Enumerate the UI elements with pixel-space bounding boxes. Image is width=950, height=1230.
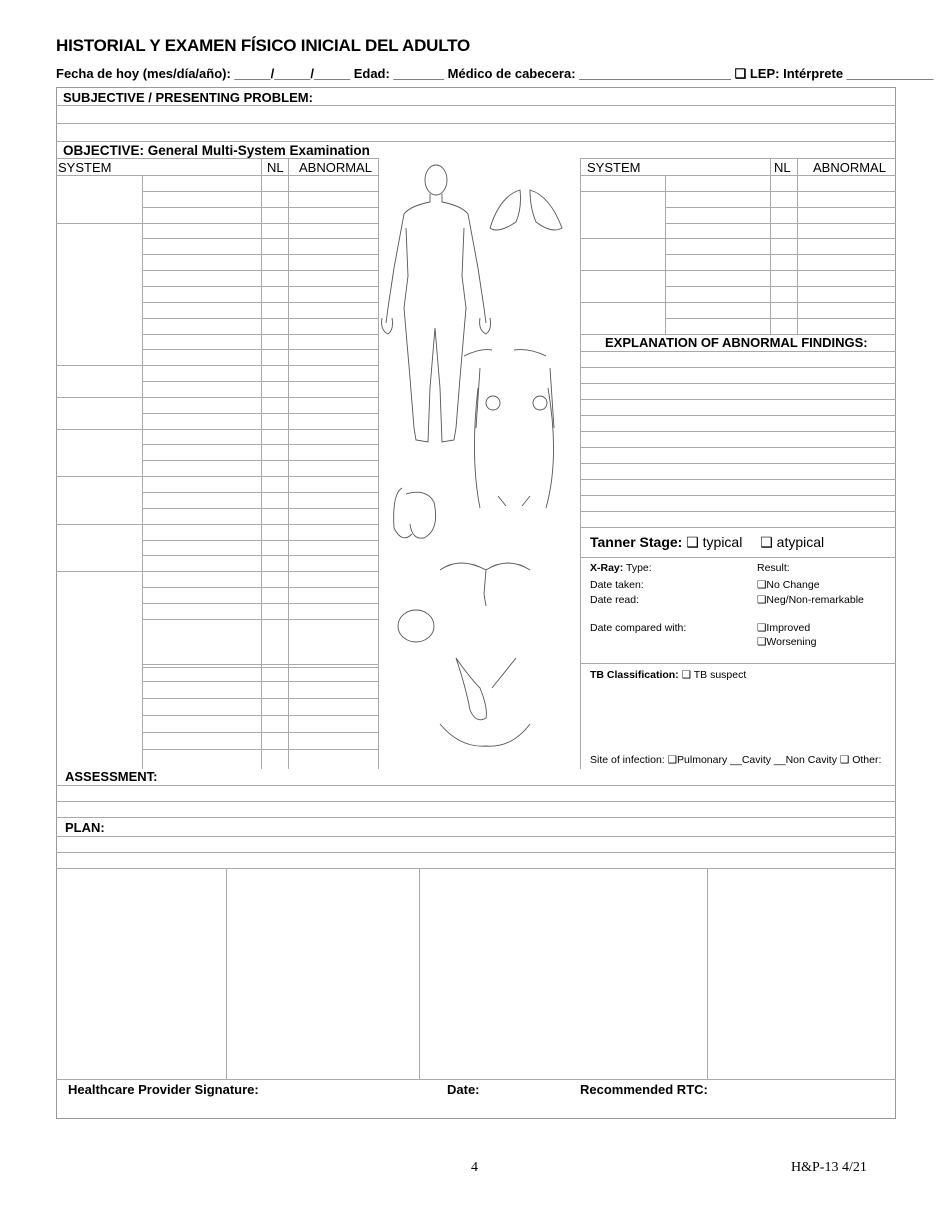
rule-line [665,238,896,239]
rule-line [142,664,378,665]
rule-line [142,667,378,668]
rule-line [56,785,896,786]
rule-line [56,476,142,477]
col-abnormal-left: ABNORMAL [299,160,372,175]
rule-line [142,555,378,556]
rule-line [56,158,378,159]
rule-line [226,868,227,1079]
tb-suspect-checkbox[interactable]: ❑ TB suspect [681,669,747,681]
rule-line [580,431,896,432]
rule-line [142,365,378,366]
male-genitalia-drawing [394,488,436,538]
rule-line [580,302,665,303]
uterus-drawing [440,563,530,606]
rule-line [142,715,378,716]
rule-line [580,479,896,480]
tb-classification [590,669,746,681]
rule-line [580,495,896,496]
rule-line [142,460,378,461]
rule-line [665,191,896,192]
rule-line [56,175,378,176]
tb-label: TB Classification: [590,669,679,681]
rule-line [56,397,142,398]
rule-line [707,868,708,1079]
rule-line [142,508,378,509]
rule-line [56,429,142,430]
rule-line [142,476,378,477]
col-abnormal-right: ABNORMAL [813,160,886,175]
page-title: HISTORIAL Y EXAMEN FÍSICO INICIAL DEL ADULTO [56,36,471,55]
xray-no-change-checkbox[interactable]: ❑No Change [757,579,820,591]
tanner-typical-checkbox[interactable]: ❑ typical [686,534,743,550]
xray-date-compared: Date compared with: [590,622,687,634]
rule-line [56,571,142,572]
rule-line [142,334,378,335]
xray-type-label: Type: [626,562,652,574]
objective-label: OBJECTIVE: General Multi-System Examination [63,143,370,158]
rule-line [142,540,378,541]
rule-line [142,397,378,398]
rule-line [580,447,896,448]
rule-line [261,158,262,769]
xray-improved-checkbox[interactable]: ❑Improved [757,622,811,634]
rtc-label: Recommended RTC: [580,1082,708,1097]
xray-worsening-checkbox[interactable]: ❑Worsening [757,636,817,648]
rule-line [56,801,896,802]
rule-line [56,141,896,142]
rule-line [142,413,378,414]
subjective-label: SUBJECTIVE / PRESENTING PROBLEM: [63,90,313,105]
rule-line [56,524,142,525]
rule-line [142,571,378,572]
rule-line [142,302,378,303]
rule-line [142,238,378,239]
rule-line [56,123,896,124]
rule-line [142,349,378,350]
date-label: Date: [447,1082,480,1097]
col-nl-left: NL [267,160,284,175]
rule-line [142,749,378,750]
rule-line [142,619,378,620]
explanation-label: EXPLANATION OF ABNORMAL FINDINGS: [605,335,868,350]
rule-line [56,105,896,106]
rule-line [665,318,896,319]
page-number: 4 [471,1160,478,1175]
rule-line [665,207,896,208]
rule-line [288,158,289,769]
xray-neg-checkbox[interactable]: ❑Neg/Non-remarkable [757,594,864,606]
tb-site[interactable]: Site of infection: ❑Pulmonary __Cavity __Non Cavity ❑ Other: [590,754,882,766]
col-system-left: SYSTEM [58,160,112,175]
provider-signature-label: Healthcare Provider Signature: [68,1082,259,1097]
rule-line [580,175,896,176]
rule-line [665,254,896,255]
rule-line [665,223,896,224]
rule-line [142,381,378,382]
rule-line [419,868,420,1079]
rule-line [580,351,896,352]
rule-line [665,286,896,287]
xray-result-label: Result: [757,562,790,574]
rule-line [580,557,896,558]
anatomy-drawings [380,158,580,768]
rule-line [797,158,798,335]
col-nl-right: NL [774,160,791,175]
rule-line [142,175,143,769]
xray-date-read: Date read: [590,594,640,606]
assessment-label: ASSESSMENT: [65,769,158,784]
rule-line [770,158,771,335]
rule-line [580,238,665,239]
body-outline-drawing [382,165,491,442]
rule-line [142,492,378,493]
rule-line [378,158,379,769]
rule-line [142,223,378,224]
col-system-right: SYSTEM [587,160,641,175]
rule-line [142,524,378,525]
plan-label: PLAN: [65,820,105,835]
rule-line [580,367,896,368]
rule-line [56,852,896,853]
rule-line [142,444,378,445]
rule-line [56,836,896,837]
rule-line [665,270,896,271]
female-torso-drawing [464,350,554,508]
rule-line [580,511,896,512]
prostate-drawing [398,610,434,642]
rule-line [142,587,378,588]
rule-line [665,302,896,303]
lungs-drawing [490,190,562,230]
rule-line [142,270,378,271]
female-perineum-drawing [440,658,530,746]
xray-type [590,562,652,574]
rule-line [142,603,378,604]
xray-label: X-Ray: [590,562,624,574]
tanner-atypical-checkbox[interactable]: ❑ atypical [760,534,825,550]
xray-date-taken: Date taken: [590,579,644,591]
rule-line [142,429,378,430]
tanner-stage [590,534,824,551]
rule-line [580,415,896,416]
rule-line [580,158,896,159]
rule-line [580,383,896,384]
rule-line [142,254,378,255]
form-code: H&P-13 4/21 [791,1160,867,1175]
rule-line [142,318,378,319]
rule-line [580,463,896,464]
rule-line [580,527,896,528]
rule-line [580,191,665,192]
rule-line [56,817,896,818]
tanner-label: Tanner Stage: [590,534,683,550]
header-fields[interactable]: Fecha de hoy (mes/día/año): _____/_____/_____ Edad: _______ Médico de cabecera: _____________________ ❑ LEP: Intérprete ____________ [56,66,934,81]
rule-line [56,1079,896,1080]
rule-line [580,270,665,271]
rule-line [56,223,142,224]
rule-line [142,681,378,682]
rule-line [142,207,378,208]
rule-line [580,663,896,664]
rule-line [142,286,378,287]
rule-line [580,399,896,400]
rule-line [142,191,378,192]
rule-line [142,732,378,733]
rule-line [56,365,142,366]
rule-line [142,698,378,699]
rule-line [56,868,896,869]
